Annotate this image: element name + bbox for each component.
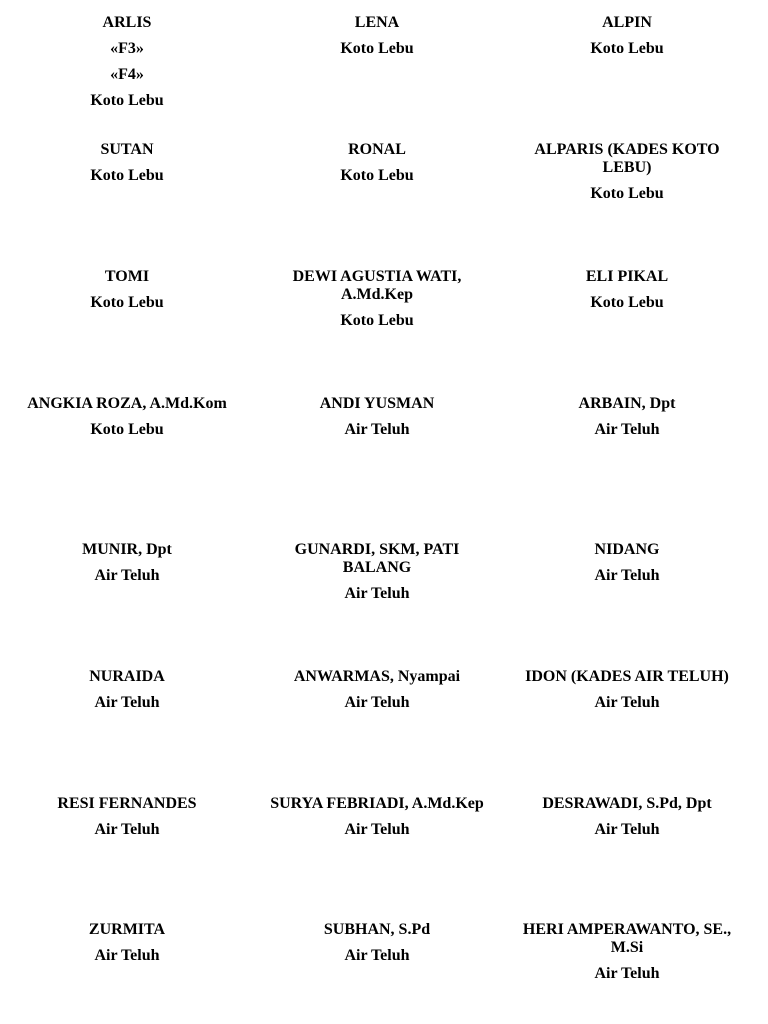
label-name: ANGKIA ROZA, A.Md.Kom [27,395,227,412]
label-cell [252,907,502,1017]
label-row [2,527,752,654]
label-name: ELI PIKAL [585,268,669,285]
label-village: Koto Lebu [590,185,664,202]
label-village: Air Teluh [344,694,410,711]
label-cell [2,907,252,1017]
label-name: ARLIS [102,14,152,31]
label-cell [252,381,502,527]
label-row [2,907,752,1017]
label-name: ANDI YUSMAN [319,395,435,412]
label-cell [2,0,252,127]
label-village: Koto Lebu [340,40,414,57]
label-name: ANWARMAS, Nyampai [293,668,461,685]
label-name: SUBHAN, S.Pd [323,921,431,938]
label-name: ARBAIN, Dpt [578,395,676,412]
label-row [2,254,752,381]
label-cell [502,527,752,654]
label-row [2,0,752,127]
label-name: DEWI AGUSTIA WATI, A.Md.Kep [292,268,462,303]
label-name: LENA [354,14,400,31]
label-row [2,127,752,254]
label-row [2,654,752,781]
label-name: ZURMITA [88,921,166,938]
label-name: GUNARDI, SKM, PATI BALANG [294,541,460,576]
label-cell [2,527,252,654]
label-cell [502,254,752,381]
label-village: Air Teluh [94,694,160,711]
label-village: Air Teluh [594,821,660,838]
label-cell [252,254,502,381]
label-village: Koto Lebu [90,421,164,438]
label-cell [252,527,502,654]
label-village: Koto Lebu [90,294,164,311]
label-name: SURYA FEBRIADI, A.Md.Kep [270,795,484,812]
label-cell [502,0,752,127]
label-village: Air Teluh [94,567,160,584]
label-village: Koto Lebu [590,294,664,311]
label-cell [2,254,252,381]
label-village: Air Teluh [344,585,410,602]
label-name: ALPARIS (KADES KOTO LEBU) [534,141,720,176]
label-name: NIDANG [594,541,660,558]
label-cell [252,127,502,254]
label-cell [502,381,752,527]
label-cell [502,654,752,781]
label-village: Air Teluh [94,821,160,838]
label-village: Air Teluh [94,947,160,964]
label-name: DESRAWADI, S.Pd, Dpt [542,795,712,812]
label-cell [2,781,252,907]
label-village: Koto Lebu [90,92,164,109]
label-name: HERI AMPERAWANTO, SE., M.Si [522,921,732,956]
label-village: Air Teluh [594,421,660,438]
label-sheet [2,0,752,1017]
label-cell [2,381,252,527]
label-village: Air Teluh [594,694,660,711]
label-row [2,781,752,907]
label-name: SUTAN [100,141,154,158]
label-village: Air Teluh [594,567,660,584]
label-row [2,381,752,527]
label-name: TOMI [104,268,150,285]
label-cell [252,654,502,781]
label-cell [502,127,752,254]
label-name: MUNIR, Dpt [82,541,172,558]
label-cell [502,907,752,1017]
label-village: Air Teluh [344,821,410,838]
label-cell [2,127,252,254]
label-name: NURAIDA [89,668,165,685]
label-field: «F4» [110,66,144,83]
label-village: Koto Lebu [590,40,664,57]
label-name: ALPIN [602,14,652,31]
label-name: IDON (KADES AIR TELUH) [525,668,729,685]
label-cell [2,654,252,781]
label-cell [502,781,752,907]
label-village: Koto Lebu [90,167,164,184]
label-village: Air Teluh [344,947,410,964]
label-cell [252,781,502,907]
label-village: Koto Lebu [340,167,414,184]
label-cell [252,0,502,127]
label-village: Koto Lebu [340,312,414,329]
label-village: Air Teluh [344,421,410,438]
label-field: «F3» [110,40,144,57]
label-village: Air Teluh [594,965,660,982]
label-name: RONAL [348,141,406,158]
label-name: RESI FERNANDES [57,795,197,812]
